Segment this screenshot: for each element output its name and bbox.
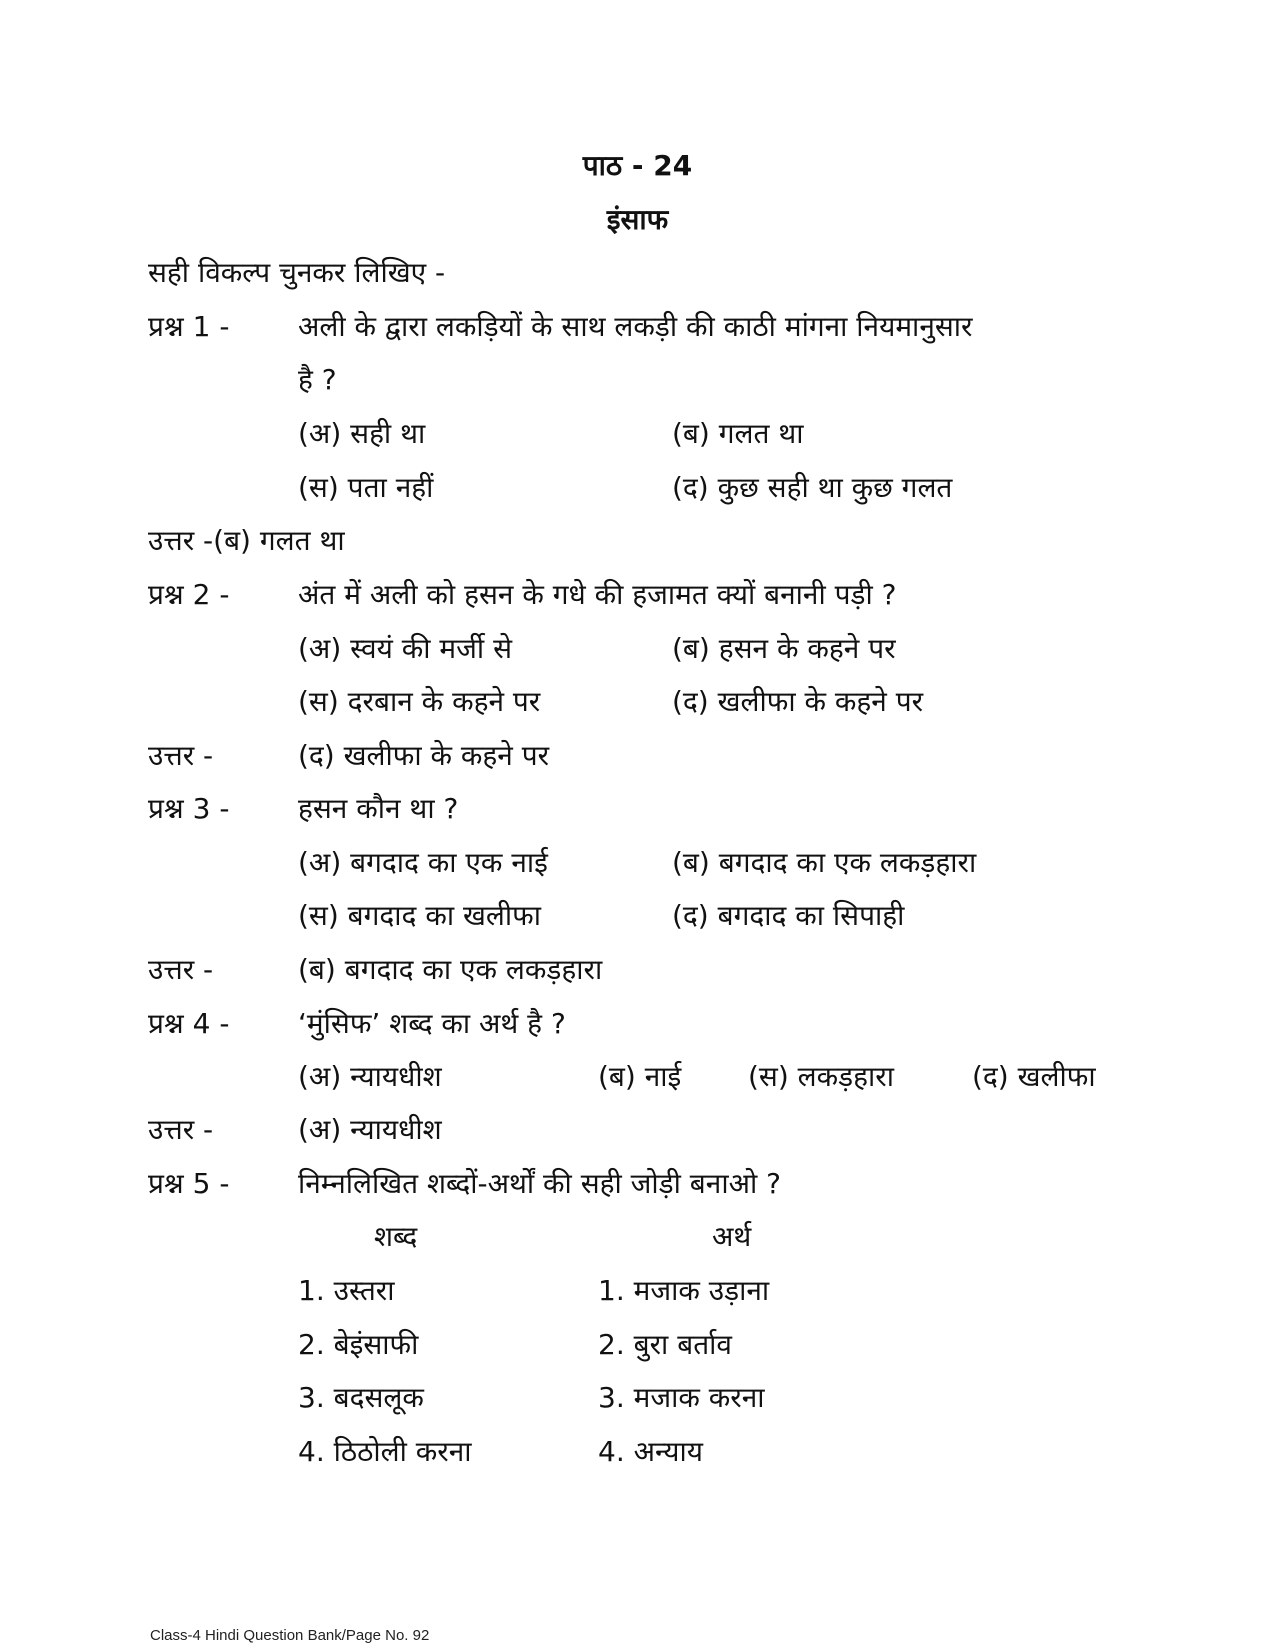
q2-option-a: (अ) स्वयं की मर्जी से bbox=[298, 632, 512, 665]
q5-column-word: शब्द bbox=[374, 1220, 418, 1253]
q5-word-item: 2. बेइंसाफी bbox=[298, 1328, 419, 1361]
q5-meaning-item: 4. अन्याय bbox=[598, 1435, 703, 1468]
q5-text: निम्नलिखित शब्दों-अर्थों की सही जोड़ी बनाओ ? bbox=[298, 1167, 781, 1200]
q5-meaning-item: 1. मजाक उड़ाना bbox=[598, 1274, 770, 1307]
q3-label: प्रश्न 3 - bbox=[148, 792, 230, 825]
q1-option-c: (स) पता नहीं bbox=[298, 471, 434, 504]
q3-answer-label: उत्तर - bbox=[148, 953, 214, 986]
q2-text: अंत में अली को हसन के गधे की हजामत क्यों बनानी पड़ी ? bbox=[298, 578, 897, 611]
q2-option-b: (ब) हसन के कहने पर bbox=[672, 632, 896, 665]
q5-label: प्रश्न 5 - bbox=[148, 1167, 230, 1200]
q3-option-a: (अ) बगदाद का एक नाई bbox=[298, 846, 548, 879]
q1-text-line2: है ? bbox=[298, 363, 337, 396]
q4-option-c: (स) लकड़हारा bbox=[748, 1060, 894, 1093]
q5-column-meaning: अर्थ bbox=[712, 1220, 752, 1253]
q4-option-b: (ब) नाई bbox=[598, 1060, 682, 1093]
q1-option-a: (अ) सही था bbox=[298, 417, 426, 450]
q3-text: हसन कौन था ? bbox=[298, 792, 459, 825]
q4-answer-label: उत्तर - bbox=[148, 1113, 214, 1146]
q1-option-b: (ब) गलत था bbox=[672, 417, 804, 450]
q5-word-item: 1. उस्तरा bbox=[298, 1274, 395, 1307]
q2-answer: (द) खलीफा के कहने पर bbox=[298, 739, 550, 772]
page-footer: Class-4 Hindi Question Bank/Page No. 92 bbox=[150, 1627, 430, 1644]
q1-label: प्रश्न 1 - bbox=[148, 310, 230, 343]
q5-meaning-item: 2. बुरा बर्ताव bbox=[598, 1328, 732, 1361]
lesson-title: इंसाफ bbox=[606, 203, 669, 236]
q4-label: प्रश्न 4 - bbox=[148, 1007, 230, 1040]
q5-word-item: 3. बदसलूक bbox=[298, 1381, 424, 1414]
q1-text-line1: अली के द्वारा लकड़ियों के साथ लकड़ी की काठी मांगना नियमानुसार bbox=[298, 310, 973, 343]
q1-option-d: (द) कुछ सही था कुछ गलत bbox=[672, 471, 953, 504]
q1-answer: उत्तर -(ब) गलत था bbox=[148, 524, 345, 557]
q5-meaning-item: 3. मजाक करना bbox=[598, 1381, 765, 1414]
q3-option-c: (स) बगदाद का खलीफा bbox=[298, 899, 541, 932]
q3-option-d: (द) बगदाद का सिपाही bbox=[672, 899, 905, 932]
q4-answer: (अ) न्यायधीश bbox=[298, 1113, 442, 1146]
q4-option-d: (द) खलीफा bbox=[972, 1060, 1096, 1093]
q2-option-d: (द) खलीफा के कहने पर bbox=[672, 685, 924, 718]
q3-answer: (ब) बगदाद का एक लकड़हारा bbox=[298, 953, 603, 986]
lesson-number: पाठ - 24 bbox=[582, 149, 693, 182]
q2-option-c: (स) दरबान के कहने पर bbox=[298, 685, 541, 718]
q5-word-item: 4. ठिठोली करना bbox=[298, 1435, 472, 1468]
instruction: सही विकल्प चुनकर लिखिए - bbox=[148, 256, 446, 289]
q3-option-b: (ब) बगदाद का एक लकड़हारा bbox=[672, 846, 977, 879]
q4-option-a: (अ) न्यायधीश bbox=[298, 1060, 442, 1093]
q2-label: प्रश्न 2 - bbox=[148, 578, 230, 611]
q4-text: ‘मुंसिफ’ शब्द का अर्थ है ? bbox=[298, 1007, 566, 1040]
q2-answer-label: उत्तर - bbox=[148, 739, 214, 772]
